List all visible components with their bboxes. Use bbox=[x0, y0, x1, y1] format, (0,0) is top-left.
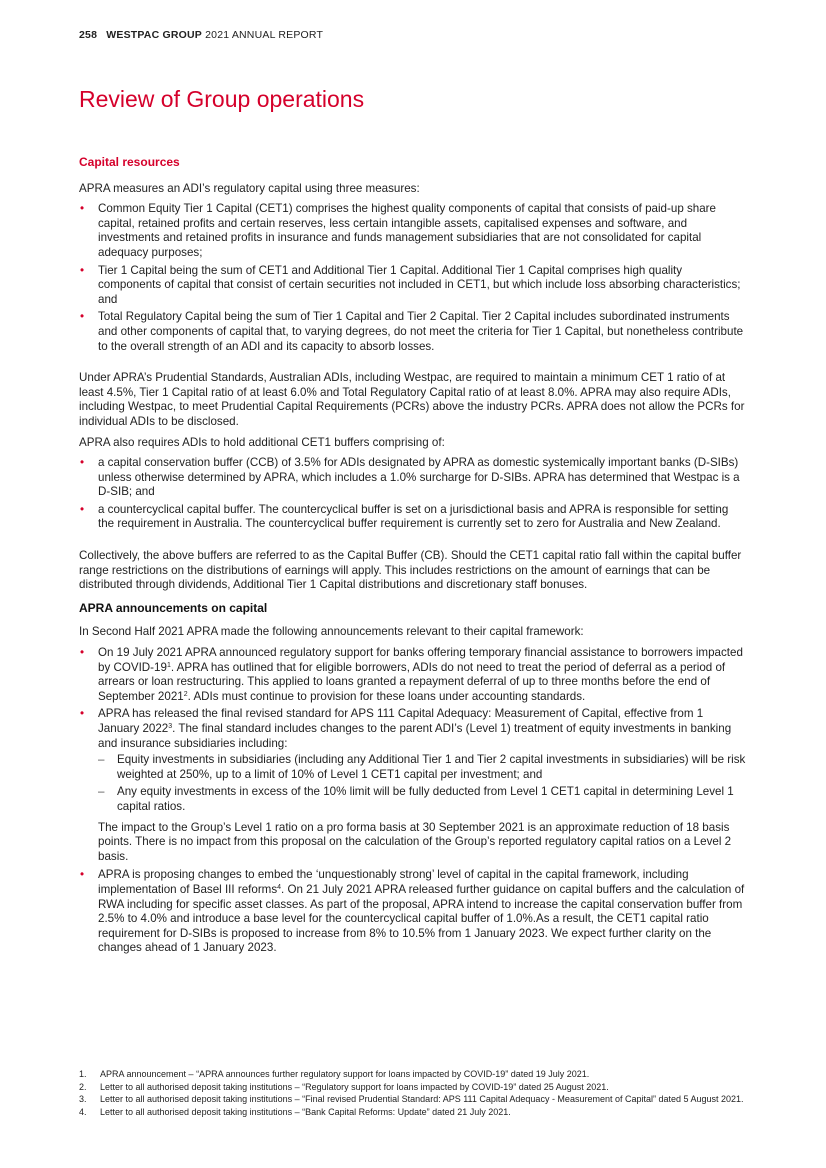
measures-list bbox=[79, 202, 747, 354]
list-item: • Common Equity Tier 1 Capital (CET1) comprises the highest quality components of capital that consists of paid-up share capital, retained profits and certain reserves, less certain intangible assets, capitalised expenses and software, and investments and retained profits in insurance and funds management subsidiaries that are not consolidated for capital adequacy purposes; bbox=[79, 202, 747, 260]
footnote-ref: 3 bbox=[168, 723, 173, 730]
paragraph: APRA also requires ADIs to hold additional CET1 buffers comprising of: bbox=[79, 435, 445, 449]
section-heading-capital-resources: Capital resources bbox=[79, 155, 180, 169]
buffers-list bbox=[79, 456, 747, 532]
footnote-ref: 1 bbox=[166, 661, 171, 669]
list-item: • APRA has released the final revised standard for APS 111 Capital Adequacy: Measurement of Capital, effective from 1 January 2022$^3$. The final standard includes changes to the parent ADI’s (Level 1) treatment of equity investments in banking and insurance subsidiaries including: – Equity investments in subsidiaries (including any Additional Tier 1 and Tier 2 capital investments in subsidiaries) will be risk weighted at 250%, up to a limit of 10% of Level 1 CET1 capital per investment; and – Any equity investments in excess of the 10% limit will be fully deducted from Level 1 CET1 capital in determining Level 1 capital ratios. The impact to the Group’s Level 1 ratio on a pro forma basis at 30 September 2021 is an approximate reduction of 18 basis points. There is no impact from this proposal on the calculation of the Group’s reported regulatory capital ratios on a Level 2 basis. bbox=[79, 707, 747, 864]
footnote-ref: 2 bbox=[183, 690, 188, 698]
page-number: 258 bbox=[79, 29, 98, 41]
footnote: 1. APRA announcement – “APRA announces further regulatory support for loans impacted by COVID-19” dated 19 July 2021. bbox=[79, 1069, 590, 1079]
sub-list bbox=[98, 753, 747, 814]
paragraph: The impact to the Group’s Level 1 ratio on a pro forma basis at 30 September 2021 is an approximate reduction of 18 basis points. There is no impact from this proposal on the calculation of the Group’s reported regulatory capital ratios on a Level 2 basis. bbox=[98, 820, 732, 863]
list-item: • On 19 July 2021 APRA announced regulatory support for banks offering temporary financial assistance to borrowers impacted by COVID-$19^1$. APRA has outlined that for eligible borrowers, ADIs do not need to treat the period of deferral as a period of arrears or loan restructuring. This applied to loans granted a repayment deferral of up to three months before the end of September 2021$^2$. ADIs must continue to provision for these loans under accounting standards. bbox=[79, 646, 747, 704]
list-item: • a capital conservation buffer (CCB) of 3.5% for ADIs designated by APRA as domestic systemically important banks (D-SIBs) unless otherwise determined by APRA, which includes a 1.0% surcharge for D-SIBs. APRA has determined that Westpac is a D-SIB; and bbox=[79, 456, 747, 500]
list-item: • APRA is proposing changes to embed the ‘unquestionably strong’ level of capital in the capital framework, including implementation of Basel III reforms$^4$. On 21 July 2021 APRA released further guidance on capital buffers and the calculation of RWA including for specific asset classes. As part of the proposal, APRA intend to increase the capital conservation buffer from 2.5% to 4.0% and introduce a base level for the countercyclical capital buffer of 1.0%.As a result, the CET1 capital ratio requirement for D-SIBs is proposed to increase from 8% to 10.5% from 1 January 2023. We expect further clarity on the changes ahead of 1 January 2023. bbox=[79, 868, 747, 956]
company-name: WESTPAC GROUP bbox=[106, 29, 202, 41]
page-title: Review of Group operations bbox=[79, 86, 365, 112]
sub-list-item: – Equity investments in subsidiaries (including any Additional Tier 1 and Tier 2 capital investments in subsidiaries) will be risk weighted at 250%, up to a limit of 10% of Level 1 CET1 capital per investment; and bbox=[98, 753, 747, 782]
report-name: 2021 ANNUAL REPORT bbox=[205, 29, 324, 41]
list-item: • Tier 1 Capital being the sum of CET1 and Additional Tier 1 Capital. Additional Tier 1 Capital comprises high quality components of capital that consist of certain securities not included in CET1, but which include loss absorbing characteristics; and bbox=[79, 264, 747, 308]
running-header bbox=[79, 29, 323, 41]
paragraph: In Second Half 2021 APRA made the following announcements relevant to their capital framework: bbox=[79, 625, 584, 639]
footnote: 2. Letter to all authorised deposit taking institutions – “Regulatory support for loans impacted by COVID-19” dated 25 August 2021. bbox=[79, 1081, 609, 1092]
paragraph: Under APRA’s Prudential Standards, Australian ADIs, including Westpac, are required to maintain a minimum CET 1 ratio of at least 4.5%, Tier 1 Capital ratio of at least 6.0% and Total Regulatory Capital ratio of at least 8.0%. APRA may also require ADIs, including Westpac, to meet Prudential Capital Requirements (PCRs) above the industry PCRs. APRA does not allow the PCRs for individual ADIs to be disclosed. bbox=[79, 371, 745, 428]
list-item: • Total Regulatory Capital being the sum of Tier 1 Capital and Tier 2 Capital. Tier 2 Capital includes subordinated instruments and other components of capital that, to varying degrees, do not meet the criteria for Tier 1 Capital, but nonetheless contribute to the overall strength of an ADI and its capacity to absorb losses. bbox=[79, 310, 747, 354]
main-content bbox=[79, 155, 747, 962]
paragraph: Collectively, the above buffers are referred to as the Capital Buffer (CB). Should the CET1 capital ratio fall within the capital buffer range restrictions on the distributions of earnings will apply. This includes restrictions on the amount of earnings that can be distributed through dividends, Additional Tier 1 Capital distributions and discretionary staff bonuses. bbox=[79, 549, 742, 592]
sub-list-item: – Any equity investments in excess of the 10% limit will be fully deducted from Level 1 CET1 capital in determining Level 1 capital ratios. bbox=[98, 785, 747, 814]
list-item: • a countercyclical capital buffer. The countercyclical buffer is set on a jurisdictional basis and APRA is responsible for setting the requirement in Australia. The countercyclical buffer requirement is currently set to zero for Australia and New Zealand. bbox=[79, 503, 747, 532]
section-heading-apra-announcements: APRA announcements on capital bbox=[79, 600, 268, 615]
footnotes bbox=[79, 1069, 747, 1119]
announcements-list bbox=[79, 646, 747, 956]
footnote-ref: 4 bbox=[277, 883, 282, 891]
footnote: 3. Letter to all authorised deposit taking institutions – “Final revised Prudential Standard: APS 111 Capital Adequacy - Measurement of Capital” dated 5 August 2021. bbox=[79, 1094, 744, 1104]
paragraph: APRA measures an ADI’s regulatory capital using three measures: bbox=[79, 181, 420, 195]
footnote: 4. Letter to all authorised deposit taking institutions – “Bank Capital Reforms: Update” dated 21 July 2021. bbox=[79, 1106, 511, 1117]
